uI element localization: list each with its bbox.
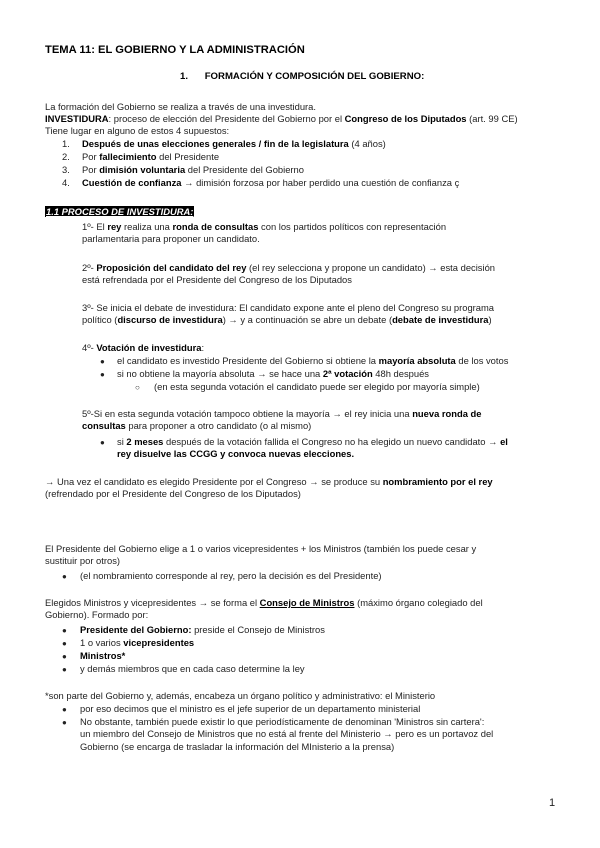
paragraph-text: El Presidente del Gobierno elige a 1 o varios vicepresidentes + los Ministros (también los puede cesar y	[45, 543, 477, 554]
item-bold: Después de unas elecciones generales / fin de la legislatura	[82, 138, 349, 149]
intro-paragraph: La formación del Gobierno se realiza a través de una investidura.	[45, 101, 316, 112]
item-text: (4 años)	[348, 138, 386, 149]
item-bold: Ministros*	[80, 650, 126, 661]
list-item	[80, 624, 325, 636]
list-item	[80, 637, 194, 649]
bullet-text: No obstante, también puede existir lo que periodísticamente de denominan 'Ministros sin cartera':	[80, 716, 485, 727]
step-bold: Proposición del candidato del rey	[96, 262, 247, 273]
paragraph-text: Gobierno). Formado por:	[45, 609, 149, 621]
item-number: 3.	[62, 164, 70, 175]
step-4	[82, 342, 570, 354]
step-5	[82, 408, 570, 433]
bullet-icon: ●	[100, 370, 105, 379]
step-5-bullet	[117, 436, 508, 461]
investidura-definition	[45, 113, 570, 125]
item-text: Por	[82, 151, 100, 162]
bullet-icon: ●	[100, 357, 105, 366]
item-bold: fallecimiento	[99, 151, 157, 162]
council-paragraph	[45, 597, 570, 622]
step-bold: discurso de investidura	[117, 314, 223, 326]
paragraph-text: (refrendado por el Presidente del Congreso de los Diputados)	[45, 488, 301, 500]
step-text: para proponer a otro candidato (o al mismo)	[125, 420, 312, 432]
bullet-text: si	[117, 436, 127, 447]
bullet-icon: ●	[62, 665, 67, 674]
page-title: TEMA 11: EL GOBIERNO Y LA ADMINISTRACIÓN	[45, 44, 305, 56]
list-item	[80, 650, 125, 662]
bullet-icon: ●	[62, 718, 67, 727]
step-bold: rey	[107, 221, 122, 232]
step-text: 1º- El	[82, 221, 108, 232]
bullet-icon: ●	[100, 438, 105, 447]
section-label: 1.1 PROCESO DE INVESTIDURA:	[46, 206, 194, 217]
item-text: 1 o varios	[80, 637, 124, 648]
step-4-bullet-1	[117, 355, 508, 367]
item-text: del Presidente	[156, 151, 220, 162]
bullet-icon: ●	[62, 626, 67, 635]
step-text: ) → y a continuación se abre un debate (	[222, 314, 393, 326]
item-text: preside el Consejo de Ministros	[191, 624, 325, 635]
bullet-text: el candidato es investido Presidente del Gobierno si obtiene la	[117, 355, 379, 366]
step-bold: consultas	[82, 420, 126, 432]
section-heading-investidura	[45, 206, 194, 218]
congreso-bold: Congreso de los Diputados	[344, 113, 467, 124]
step-3	[82, 302, 570, 327]
definition-text: : proceso de elección del Presidente del Gobierno por el	[108, 113, 345, 124]
section-number: 1.	[180, 71, 189, 82]
bullet-bold: 2 meses	[126, 436, 164, 447]
appointment-paragraph	[45, 476, 570, 501]
note-bullet-2	[80, 716, 493, 753]
item-number: 1.	[62, 138, 70, 149]
step-1	[82, 221, 570, 246]
item-bold: Cuestión de confianza	[82, 177, 182, 188]
step-4-bullet-2	[117, 368, 429, 380]
bullet-icon: ●	[62, 572, 67, 581]
item-bold: Presidente del Gobierno:	[80, 624, 192, 635]
bullet-bold: rey disuelve las CCGG y convoca nuevas elecciones.	[117, 448, 355, 460]
step-text: 5º-Si en esta segunda votación tampoco obtiene la mayoría → el rey inicia una	[82, 408, 413, 419]
step-bold: debate de investidura	[392, 314, 489, 326]
investidura-label: INVESTIDURA	[45, 113, 109, 124]
bullet-icon: ●	[62, 705, 67, 714]
step-2	[82, 262, 570, 287]
step-text: está refrendada por el Presidente del Congreso de los Diputados	[82, 274, 352, 286]
vicepresidents-paragraph	[45, 543, 570, 568]
paragraph-text: → Una vez el candidato es elegido Presidente por el Congreso → se produce su	[45, 476, 383, 487]
step-text: 3º- Se inicia el debate de investidura: El candidato expone ante el pleno del Congreso su programa	[82, 302, 495, 313]
article-ref: (art. 99 CE)	[466, 113, 518, 124]
paragraph-text: sustituir por otros)	[45, 555, 121, 567]
step-text: parlamentaria para proponer un candidato.	[82, 233, 260, 245]
bullet-text: de los votos	[455, 355, 509, 366]
note-bullet-1: por eso decimos que el ministro es el jefe superior de un departamento ministerial	[80, 703, 421, 714]
step-text: :	[201, 342, 205, 353]
item-number: 4.	[62, 177, 70, 188]
step-text: político (	[82, 314, 118, 326]
step-text: 4º-	[82, 342, 97, 353]
step-bold: nueva ronda de	[412, 408, 482, 419]
step-4-sub-bullet: (en esta segunda votación el candidato puede ser elegido por mayoría simple)	[154, 381, 480, 392]
list-item: y demás miembros que en cada caso determine la ley	[80, 663, 305, 674]
paragraph-bold: nombramiento por el rey	[382, 476, 493, 487]
item-text: Por	[82, 164, 100, 175]
step-text: (el rey selecciona y propone un candidato) → esta decisión	[246, 262, 496, 273]
page-number: 1	[549, 797, 556, 809]
bullet-bold: mayoría absoluta	[378, 355, 456, 366]
vp-bullet: (el nombramiento corresponde al rey, pero la decisión es del Presidente)	[80, 570, 382, 581]
bullet-bold: el	[500, 436, 508, 447]
step-text: )	[488, 314, 492, 326]
item-text: del Presidente del Gobierno	[185, 164, 304, 175]
cases-intro: Tiene lugar en alguno de estos 4 supuestos:	[45, 125, 230, 136]
item-bold: vicepresidentes	[123, 637, 195, 648]
bullet-text: después de la votación fallida el Congreso no ha elegido un nuevo candidato →	[163, 436, 501, 447]
item-number: 2.	[62, 151, 70, 162]
item-text: → dimisión forzosa por haber perdido una cuestión de confianza ç	[181, 177, 460, 188]
minister-note: *son parte del Gobierno y, además, encabeza un órgano político y administrativo: el Ministerio	[45, 690, 436, 701]
bullet-text: un miembro del Consejo de Ministros que no está al frente del Ministerio → pero es un portavoz del	[80, 728, 494, 740]
paragraph-text: Elegidos Ministros y vicepresidentes → se forma el	[45, 597, 260, 608]
section-heading	[180, 71, 424, 83]
step-bold: Votación de investidura	[96, 342, 202, 353]
step-bold: ronda de consultas	[172, 221, 259, 232]
council-bold: Consejo de Ministros	[259, 597, 355, 608]
step-text: 2º-	[82, 262, 97, 273]
step-text: con los partidos políticos con representación	[258, 221, 447, 232]
paragraph-text: (máximo órgano colegiado del	[354, 597, 483, 608]
bullet-text: 48h después	[372, 368, 429, 379]
item-bold: dimisión voluntaria	[99, 164, 186, 175]
hollow-bullet-icon: ○	[135, 383, 140, 392]
step-text: realiza una	[121, 221, 173, 232]
bullet-bold: 2ª votación	[322, 368, 373, 379]
bullet-text: Gobierno (se encarga de trasladar la información del MInisterio a la prensa)	[80, 740, 395, 752]
bullet-icon: ●	[62, 652, 67, 661]
bullet-text: si no obtiene la mayoría absoluta → se hace una	[117, 368, 323, 379]
bullet-icon: ●	[62, 639, 67, 648]
section-title: FORMACIÓN Y COMPOSICIÓN DEL GOBIERNO:	[204, 71, 425, 82]
